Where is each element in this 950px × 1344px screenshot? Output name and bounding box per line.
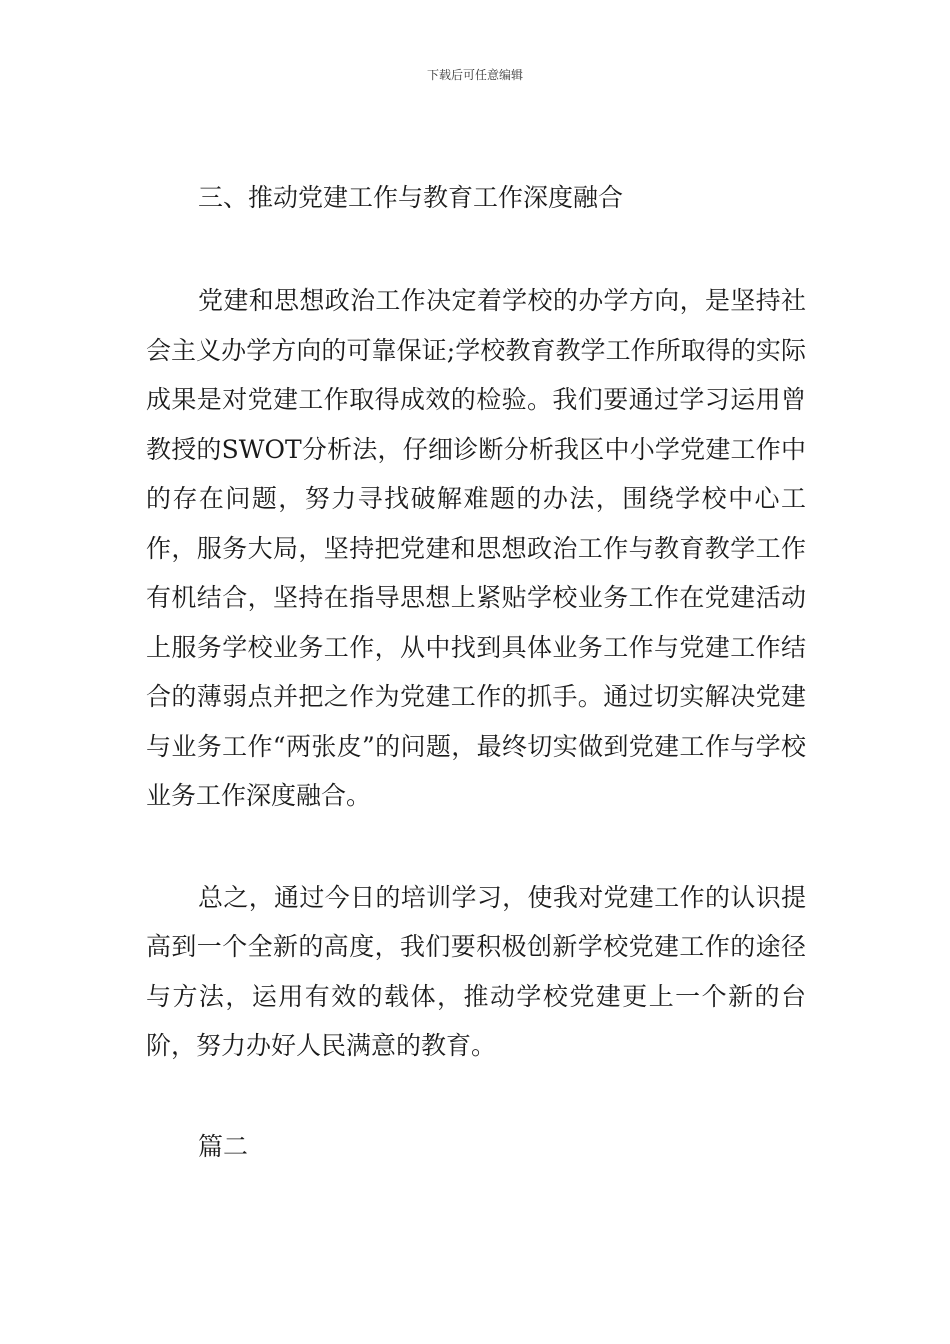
document-body [146, 172, 806, 1173]
section-heading: 三、推动党建工作与教育工作深度融合 [198, 183, 624, 212]
page-header-note: 下载后可任意编辑 [426, 68, 523, 82]
paragraph-conclusion: 总之，通过今日的培训学习，使我对党建工作的认识提高到一个全新的高度，我们要积极创新学校党建工作的途径与方法，运用有效的载体，推动学校党建更上一个新的台阶，努力办好人民满意的教育。 [146, 882, 806, 1060]
paragraph-integration: 党建和思想政治工作决定着学校的办学方向，是坚持社会主义办学方向的可靠保证;学校教育教学工作所取得的实际成果是对党建工作取得成效的检验。我们要通过学习运用曾教授的SWOT分析法，仔细诊断分析我区中小学党建工作中的存在问题，努力寻找破解难题的办法，围绕学校中心工作，服务大局，坚持把党建和思想政治工作与教育教学工作有机结合，坚持在指导思想上紧贴学校业务工作在党建活动上服务学校业务工作，从中找到具体业务工作与党建工作结合的薄弱点并把之作为党建工作的抓手。通过切实解决党建与业务工作“两张皮”的问题，最终切实做到党建工作与学校业务工作深度融合。 [146, 286, 806, 810]
next-section-heading: 篇二 [198, 1131, 249, 1161]
